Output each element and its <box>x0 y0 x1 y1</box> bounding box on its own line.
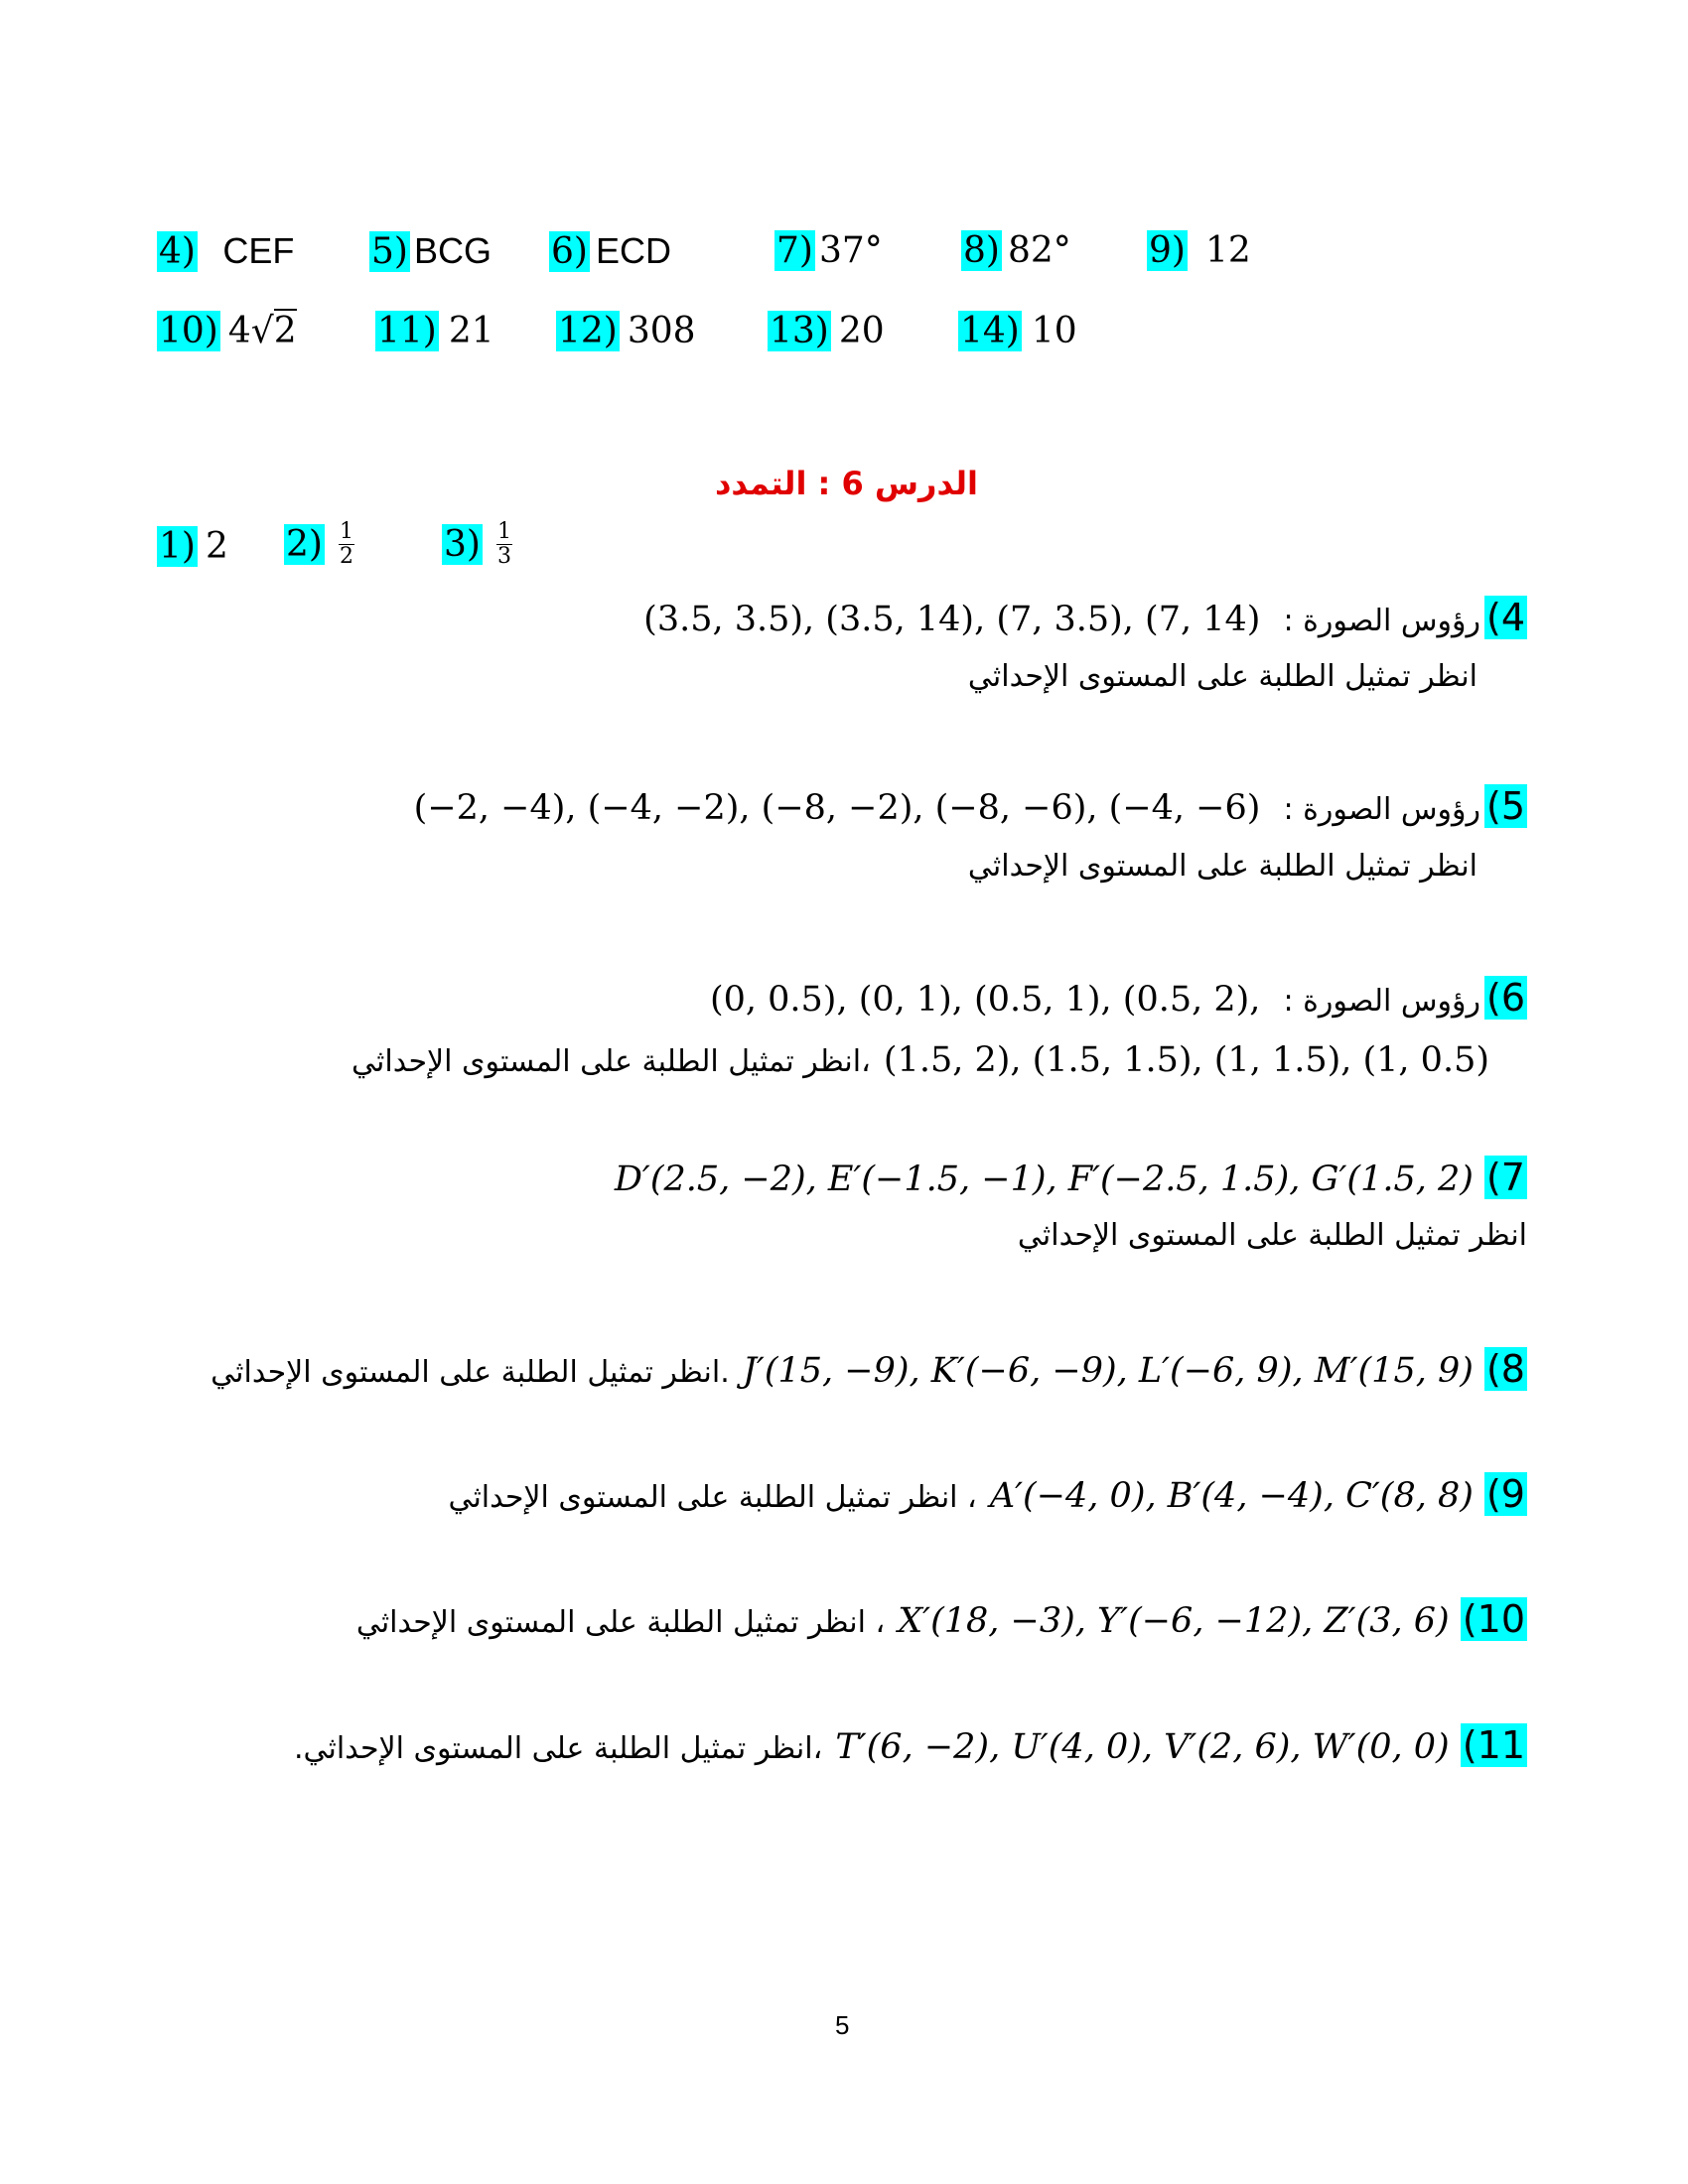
graph-note: انظر تمثيل الطلبة على المستوى الإحداثي <box>967 659 1477 694</box>
answer-value: 82° <box>1007 230 1071 271</box>
answer-number: 12) <box>558 311 618 351</box>
question-number: 6) <box>1485 976 1525 1020</box>
page-number: 5 <box>835 2010 850 2040</box>
answer-value: 12 <box>1204 230 1251 271</box>
answer-number: 1) <box>159 526 196 567</box>
answer-number: 7) <box>776 230 813 271</box>
dilation-question-10 <box>356 1597 1527 1641</box>
dilation-question-9 <box>448 1472 1527 1516</box>
answer-4 <box>157 230 294 272</box>
question-number: (9 <box>1485 1472 1525 1516</box>
dilation-answer-3 <box>442 520 512 569</box>
fraction-one-third: $\frac{1}{3}$ <box>496 519 511 569</box>
square-root-symbol: √ <box>250 311 274 351</box>
answer-value: 308 <box>627 311 696 351</box>
graph-note: .انظر تمثيل الطلبة على المستوى الإحداثي <box>211 1355 730 1390</box>
answer-number: 14) <box>960 311 1020 351</box>
vertex-coordinates: X′(18, −3), Y′(−6, −12), Z′(3, 6) <box>898 1601 1450 1641</box>
answer-8 <box>961 230 1071 271</box>
answer-12 <box>556 311 696 351</box>
dilation-question-8 <box>211 1347 1527 1391</box>
vertex-coordinates: (0, 0.5), (0, 1), (0.5, 1), (0.5, 2), <box>709 980 1261 1020</box>
image-vertices-label: رؤوس الصورة : <box>1283 604 1480 638</box>
question-number: (7 <box>1485 1156 1525 1199</box>
image-vertices-label: رؤوس الصورة : <box>1283 984 1480 1019</box>
answer-value: 21 <box>448 311 494 351</box>
answer-number: 4) <box>159 231 196 272</box>
graph-note: انظر تمثيل الطلبة على المستوى الإحداثي <box>967 849 1477 884</box>
answer-number: 5) <box>371 231 408 272</box>
graph-note: ،انظر تمثيل الطلبة على المستوى الإحداثي <box>352 1044 871 1079</box>
question-number: (10 <box>1462 1597 1525 1641</box>
answer-5 <box>369 230 492 272</box>
answer-value: CEF <box>222 230 295 271</box>
answer-number: 9) <box>1149 230 1186 271</box>
answer-value: BCG <box>413 230 492 271</box>
answer-number: 13) <box>770 311 829 351</box>
vertex-coordinates: A′(−4, 0), B′(4, −4), C′(8, 8) <box>989 1476 1474 1516</box>
answer-value: 20 <box>838 311 885 351</box>
question-number: (8 <box>1485 1347 1525 1391</box>
dilation-answer-2 <box>284 520 354 569</box>
answer-number: 10) <box>159 311 218 351</box>
dilation-question-7 <box>615 1156 1527 1199</box>
answer-value: 37° <box>818 230 883 271</box>
answer-value: 2 <box>205 526 228 567</box>
answer-value: ECD <box>595 230 671 271</box>
question-number: (11 <box>1462 1723 1525 1767</box>
vertex-coordinates: T′(6, −2), U′(4, 0), V′(2, 6), W′(0, 0) <box>835 1727 1450 1767</box>
answer-number: 6) <box>551 231 588 272</box>
answer-value: 10 <box>1031 311 1077 351</box>
answer-number: 8) <box>963 230 1000 271</box>
answer-10 <box>157 311 297 351</box>
dilation-answer-1 <box>157 526 228 567</box>
graph-note: انظر تمثيل الطلبة على المستوى الإحداثي <box>1017 1218 1527 1253</box>
vertex-coordinates: (3.5, 3.5), (3.5, 14), (7, 3.5), (7, 14) <box>643 600 1261 639</box>
answer-value: 4√2 <box>227 311 297 351</box>
answer-6 <box>549 230 671 272</box>
dilation-question-11 <box>294 1723 1527 1767</box>
image-vertices-label: رؤوس الصورة : <box>1283 792 1480 827</box>
vertex-coordinates: J′(15, −9), K′(−6, −9), L′(−6, 9), M′(15, 9) <box>742 1351 1474 1391</box>
lesson-title: الدرس 6 : التمدد <box>715 465 978 502</box>
answer-13 <box>768 311 885 351</box>
vertex-coordinates: D′(2.5, −2), E′(−1.5, −1), F′(−2.5, 1.5), G′(1.5, 2) <box>614 1160 1474 1199</box>
answer-14 <box>958 311 1077 351</box>
graph-note: ، انظر تمثيل الطلبة على المستوى الإحداثي <box>355 1605 886 1640</box>
answer-number: 2) <box>286 524 323 565</box>
dilation-question-6 <box>710 976 1527 1020</box>
answer-number: 3) <box>444 524 481 565</box>
answer-9 <box>1147 230 1251 271</box>
graph-note: ، انظر تمثيل الطلبة على المستوى الإحداثي <box>448 1480 977 1515</box>
answer-11 <box>375 311 494 351</box>
dilation-question-6-continued <box>352 1040 1489 1080</box>
fraction-one-half: $\frac{1}{2}$ <box>339 519 353 569</box>
question-number: 4) <box>1485 596 1525 639</box>
answer-7 <box>774 230 883 271</box>
dilation-question-4 <box>643 596 1527 639</box>
answer-number: 11) <box>377 311 437 351</box>
vertex-coordinates: (1.5, 2), (1.5, 1.5), (1, 1.5), (1, 0.5) <box>883 1040 1489 1080</box>
dilation-question-5 <box>414 784 1527 828</box>
graph-note: ،انظر تمثيل الطلبة على المستوى الإحداثي. <box>293 1731 823 1766</box>
vertex-coordinates: (−2, −4), (−4, −2), (−8, −2), (−8, −6), (−4, −6) <box>413 788 1261 828</box>
question-number: 5) <box>1485 784 1525 828</box>
